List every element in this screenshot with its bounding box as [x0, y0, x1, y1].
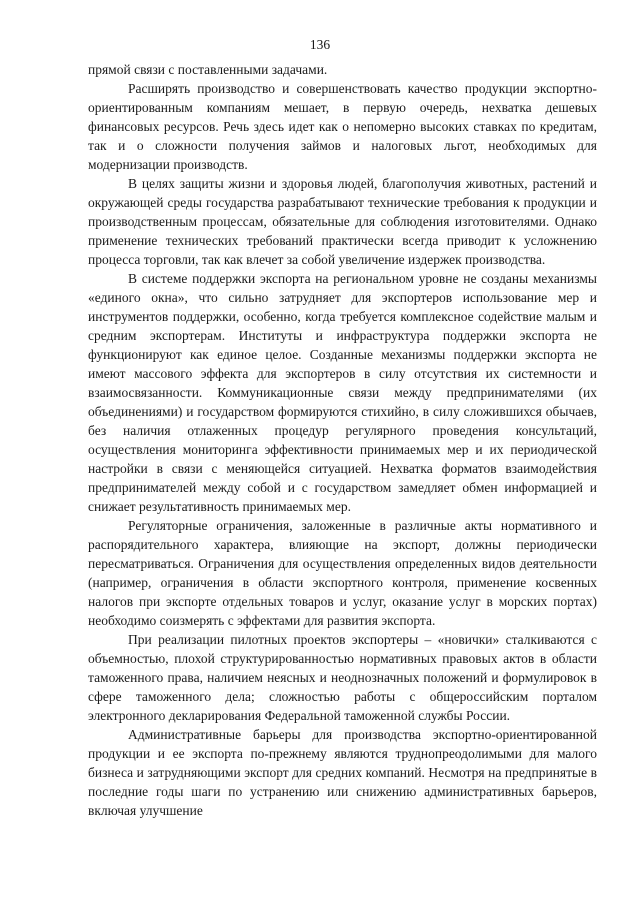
page-number: 136 [309, 37, 331, 52]
paragraph-pilot-projects: При реализации пилотных проектов экспортеры – «новички» сталкиваются с объемностью, плохой структурированностью нормативных правовых актов в области таможенного права, наличием неясных и неоднозначных положений и формулировок в сфере таможенного дела; сложностью работы с общероссийским порталом электронного декларирования Федеральной таможенной службы России. [88, 632, 597, 723]
paragraph-financial-resources: Расширять производство и совершенствовать качество продукции экспортно-ориентированным компаниям мешает, в первую очередь, нехватка дешевых финансовых ресурсов. Речь здесь идет как о непомерно высоких ставках по кредитам, так и о сложности получения займов и налоговых льгот, необходимых для модернизации производств. [88, 81, 597, 172]
paragraph-export-support-system: В системе поддержки экспорта на региональном уровне не созданы механизмы «единого окна», что сильно затрудняет для экспортеров использование мер и инструментов поддержки, особенно, когда требуется комплексное содействие малым и средним экспортерам. Институты и инфраструктура поддержки экспорта не функционируют как единое целое. Созданные механизмы поддержки экспорта не имеют массового эффекта для экспортеров в силу отсутствия их системности и взаимосвязанности. Коммуникационные связи между предпринимателями (их объединениями) и государством формируются стихийно, в силу сложившихся обычаев, без наличия отлаженных процедур регулярного проведения консультаций, осуществления мониторинга эффективности принимаемых мер и их периодической настройки в связи с меняющейся ситуацией. Нехватка форматов взаимодействия предпринимателей между собой и с государством замедляет обмен информацией и снижает результативность принимаемых мер. [88, 271, 597, 514]
paragraph-administrative-barriers: Административные барьеры для производства экспортно-ориентированной продукции и ее экспорта по-прежнему являются труднопреодолимыми для малого бизнеса и затрудняющими экспорт для средних компаний. Несмотря на предпринятые в последние годы шаги по устранению или снижению административных барьеров, включая улучшение [88, 727, 597, 818]
paragraph-technical-requirements: В целях защиты жизни и здоровья людей, благополучия животных, растений и окружающей среды государства разрабатывают технические требования к продукции и производственным процессам, обязательные для соблюдения изготовителями. Однако применение технических требований практически всегда приводит к усложнению процесса торговли, так как влечет за собой увеличение издержек производства. [88, 176, 597, 267]
document-body [88, 60, 597, 820]
paragraph-regulatory-restrictions: Регуляторные ограничения, заложенные в различные акты нормативного и распорядительного характера, влияющие на экспорт, должны периодически пересматриваться. Ограничения для осуществления определенных видов деятельности (например, ограничения в области экспортного контроля, применение косвенных налогов при экспорте отдельных товаров и услуг, оказание услуг в морских портах) необходимо соизмерять с эффектами для развития экспорта. [88, 518, 597, 628]
paragraph-continuation: прямой связи с поставленными задачами. [88, 62, 328, 77]
